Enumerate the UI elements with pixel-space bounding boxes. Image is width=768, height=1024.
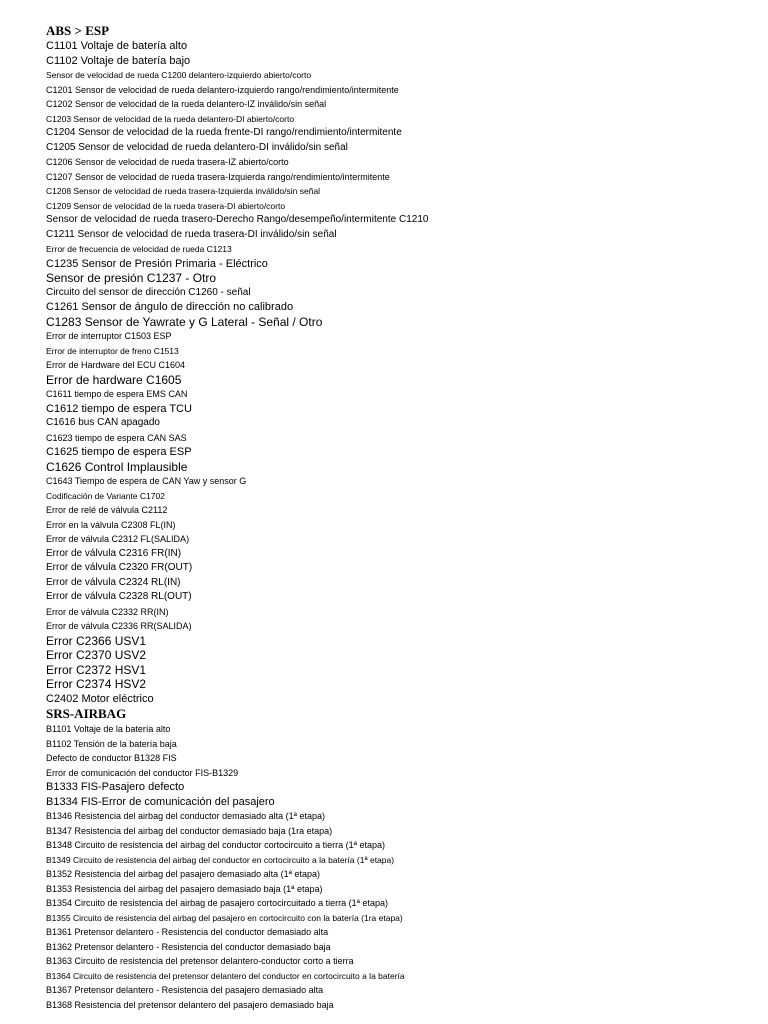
- code-line: Error de Hardware del ECU C1604: [46, 360, 186, 370]
- code-line: Error de comunicación del conductor FIS-B1329: [46, 767, 239, 778]
- code-line: Codificación de Variante C1702: [46, 490, 165, 501]
- code-line: Circuito del sensor de dirección C1260 - señal: [46, 286, 251, 298]
- code-line: B1101 Voltaje de la batería alto: [46, 724, 171, 734]
- code-line: Sensor de presión C1237 - Otro: [46, 271, 217, 285]
- code-line: Sensor de velocidad de rueda C1200 delantero-izquierdo abierto/corto: [46, 70, 312, 80]
- code-line: C1201 Sensor de velocidad de rueda delantero-izquierdo rango/rendimiento/intermitente: [46, 84, 399, 95]
- code-line: C1102 Voltaje de batería bajo: [46, 54, 191, 67]
- code-line: Error de válvula C2324 RL(IN): [46, 576, 181, 588]
- code-line: C1203 Sensor de velocidad de la rueda delantero-DI abierto/corto: [46, 113, 295, 124]
- code-line: Error C2370 USV2: [46, 648, 147, 662]
- code-line: C1206 Sensor de velocidad de rueda trasera-IZ abierto/corto: [46, 157, 289, 167]
- code-line: B1355 Circuito de resistencia del airbag del pasajero en cortocircuito con la batería (1ra etapa): [46, 912, 403, 923]
- code-line: B1348 Circuito de resistencia del airbag del conductor cortocircuito a tierra (1ª etapa): [46, 840, 386, 850]
- code-line: Error de válvula C2312 FL(SALIDA): [46, 534, 190, 544]
- code-line: B1347 Resistencia del airbag del conductor demasiado baja (1ra etapa): [46, 825, 333, 836]
- code-line: Error de válvula C2316 FR(IN): [46, 547, 182, 559]
- code-line: C1202 Sensor de velocidad de la rueda delantero-IZ inválido/sin señal: [46, 99, 327, 109]
- code-line: C1623 tiempo de espera CAN SAS: [46, 432, 187, 443]
- section-heading-abs-esp: ABS > ESP: [46, 23, 110, 38]
- code-line: Defecto de conductor B1328 FIS: [46, 753, 177, 763]
- code-line: C1612 tiempo de espera TCU: [46, 402, 192, 415]
- code-line: C1643 Tiempo de espera de CAN Yaw y sensor G: [46, 476, 247, 486]
- code-line: B1334 FIS-Error de comunicación del pasajero: [46, 795, 275, 808]
- code-line: Error C2372 HSV1: [46, 662, 147, 677]
- code-line: C2402 Motor eléctrico: [46, 692, 154, 705]
- code-line: C1207 Sensor de velocidad de rueda trasera-Izquierda rango/rendimiento/intermitente: [46, 171, 390, 182]
- code-line: B1352 Resistencia del airbag del pasajero demasiado alta (1ª etapa): [46, 869, 321, 879]
- code-line: C1101 Voltaje de batería alto: [46, 40, 188, 52]
- code-line: Error de válvula C2332 RR(IN): [46, 606, 169, 617]
- code-line: C1626 Control Implausible: [46, 459, 188, 474]
- code-line: B1364 Circuito de resistencia del pretensor delantero del conductor en cortocircuito a la batería: [46, 970, 405, 981]
- code-line: C1211 Sensor de velocidad de rueda trasera-DI inválido/sin señal: [46, 228, 337, 240]
- code-line: Error de frecuencia de velocidad de rueda C1213: [46, 244, 232, 254]
- code-line: Error de interruptor de freno C1513: [46, 345, 179, 356]
- code-line: C1204 Sensor de velocidad de la rueda frente-DI rango/rendimiento/intermitente: [46, 127, 402, 138]
- code-line: Error en la válvula C2308 FL(IN): [46, 519, 176, 530]
- code-line: B1333 FIS-Pasajero defecto: [46, 781, 185, 793]
- code-line: C1616 bus CAN apagado: [46, 417, 160, 428]
- code-line: B1102 Tensión de la batería baja: [46, 738, 177, 749]
- code-line: B1353 Resistencia del airbag del pasajero demasiado baja (1ª etapa): [46, 883, 323, 894]
- code-line: Sensor de velocidad de rueda trasero-Derecho Rango/desempeño/intermitente C1210: [46, 214, 429, 225]
- code-line: B1368 Resistencia del pretensor delantero del pasajero demasiado baja: [46, 999, 334, 1010]
- code-line: C1625 tiempo de espera ESP: [46, 446, 192, 458]
- code-line: Error de válvula C2336 RR(SALIDA): [46, 621, 192, 631]
- code-line: Error de válvula C2328 RL(OUT): [46, 591, 192, 602]
- code-line: C1208 Sensor de velocidad de rueda trasera-Izquierda inválido/sin señal: [46, 186, 321, 196]
- section-heading-srs-airbag: SRS-AIRBAG: [46, 706, 127, 721]
- code-line: Error de relé de válvula C2112: [46, 505, 168, 515]
- code-line: Error de válvula C2320 FR(OUT): [46, 562, 193, 573]
- code-line: Error C2374 HSV2: [46, 677, 147, 691]
- code-line: C1261 Sensor de ángulo de dirección no calibrado: [46, 301, 294, 313]
- code-line: B1349 Circuito de resistencia del airbag del conductor en cortocircuito a la batería (1ª etapa): [46, 854, 395, 865]
- code-line: C1235 Sensor de Presión Primaria - Eléctrico: [46, 257, 268, 270]
- code-line: B1346 Resistencia del airbag del conductor demasiado alta (1ª etapa): [46, 811, 326, 821]
- code-line: Error C2366 USV1: [46, 633, 147, 648]
- code-line: B1354 Circuito de resistencia del airbag de pasajero cortocircuitado a tierra (1ª etapa): [46, 898, 389, 908]
- abs-esp-code-list: [46, 39, 746, 706]
- code-line: B1363 Circuito de resistencia del pretensor delantero-conductor corto a tierra: [46, 956, 354, 966]
- srs-airbag-code-list: [46, 722, 746, 1012]
- code-line: C1611 tiempo de espera EMS CAN: [46, 389, 188, 399]
- code-line: B1367 Pretensor delantero - Resistencia del pasajero demasiado alta: [46, 985, 324, 995]
- code-line: B1362 Pretensor delantero - Resistencia del conductor demasiado baja: [46, 941, 331, 952]
- code-line: B1361 Pretensor delantero - Resistencia del conductor demasiado alta: [46, 927, 329, 937]
- code-line: C1205 Sensor de velocidad de rueda delantero-DI inválido/sin señal: [46, 141, 348, 153]
- code-line: C1209 Sensor de velocidad de la rueda trasera-DI abierto/corto: [46, 200, 286, 211]
- code-line: Error de interruptor C1503 ESP: [46, 331, 172, 341]
- code-line: C1283 Sensor de Yawrate y G Lateral - Señal / Otro: [46, 314, 323, 329]
- code-line: Error de hardware C1605: [46, 372, 182, 387]
- document-body: [46, 23, 746, 1012]
